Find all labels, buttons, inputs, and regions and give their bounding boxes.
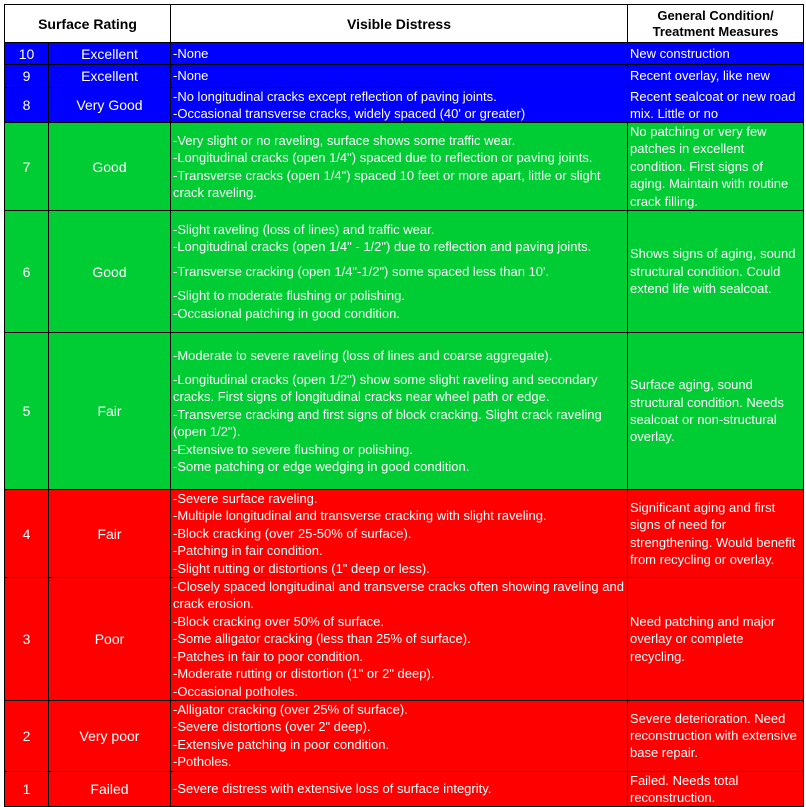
distress-item: -Moderate rutting or distortion (1" or 2" deep). [173,666,435,682]
distress-item: -Occasional patching in good condition. [173,305,400,321]
rating-number: 4 [5,490,49,578]
header-row [5,5,804,43]
table-row [5,88,804,123]
rating-number: 10 [5,43,49,65]
rating-number: 9 [5,65,49,88]
treatment-cell: Significant aging and first signs of need for strengthening. Would benefit from recycling or overlay. [628,490,804,578]
treatment-cell: Surface aging, sound structural condition. Needs sealcoat or non-structural overlay. [628,333,804,490]
table-row [5,211,804,333]
treatment-cell: New construction [628,43,804,65]
distress-item: -Very slight or no raveling, surface shows some traffic wear. [173,132,516,148]
distress-item: -None [173,45,209,61]
rating-number: 5 [5,333,49,490]
table-row [5,123,804,211]
treatment-cell: Severe deterioration. Need reconstruction with extensive base repair. [628,700,804,771]
rating-number: 2 [5,700,49,771]
distress-cell [171,43,628,65]
distress-item: -Transverse cracks (open 1/4") spaced 10 feet or more apart, little or slight crack raveling. [173,167,601,200]
distress-item: -Longitudinal cracks (open 1/2") show some slight raveling and secondary cracks. First signs of longitudinal cracks near wheel path or edge. [173,372,598,405]
distress-item: -Extensive to severe flushing or polishing. [173,441,413,457]
distress-item: -Slight to moderate flushing or polishing. [173,288,405,304]
header-condition-line1: General Condition/ [657,7,774,23]
treatment-cell: Failed. Needs total reconstruction. [628,771,804,807]
header-condition-line2: Treatment Measures [652,23,779,39]
distress-cell [171,700,628,771]
distress-item: -Severe distortions (over 2" deep). [173,719,371,735]
rating-label: Failed [49,771,171,807]
table-row [5,43,804,65]
header-surface-rating: Surface Rating [5,5,171,43]
distress-item: -Occasional potholes. [173,683,299,699]
rating-label: Good [49,211,171,333]
header-general-condition [628,5,804,43]
distress-item: -Block cracking (over 25-50% of surface). [173,525,412,541]
rating-label: Very Good [49,88,171,123]
table-row [5,578,804,701]
distress-cell [171,123,628,211]
distress-item: -Longitudinal cracks (open 1/4") spaced due to reflection or paving joints. [173,150,593,166]
rating-label: Good [49,123,171,211]
distress-item: -Slight rutting or distortions (1" deep or less). [173,560,430,576]
distress-item: -Severe surface raveling. [173,491,318,507]
distress-cell [171,578,628,701]
distress-item: -Alligator cracking (over 25% of surface). [173,701,408,717]
distress-cell [171,65,628,88]
rating-number: 8 [5,88,49,123]
distress-item: -Multiple longitudinal and transverse cracking with slight raveling. [173,508,547,524]
rating-label: Fair [49,490,171,578]
treatment-cell: No patching or very few patches in excellent condition. First signs of aging. Maintain with routine crack filling. [628,123,804,211]
rating-label: Fair [49,333,171,490]
rating-label: Very poor [49,700,171,771]
rating-number: 3 [5,578,49,701]
rating-number: 1 [5,771,49,807]
distress-item: -Closely spaced longitudinal and transverse cracks often showing raveling and crack erosion. [173,579,624,612]
table-row [5,700,804,771]
distress-item: -Block cracking over 50% of surface. [173,613,384,629]
distress-item: -Patching in fair condition. [173,543,323,559]
rating-label: Excellent [49,65,171,88]
header-visible-distress: Visible Distress [171,5,628,43]
table-row [5,490,804,578]
distress-cell [171,88,628,123]
table-row [5,65,804,88]
rating-label: Poor [49,578,171,701]
distress-item: -None [173,68,209,84]
distress-cell [171,490,628,578]
distress-item: -Extensive patching in poor condition. [173,736,390,752]
distress-item: -No longitudinal cracks except reflection of paving joints. [173,89,497,104]
distress-item: -Transverse cracking (open 1/4"-1/2") some spaced less than 10'. [173,263,550,279]
distress-cell [171,333,628,490]
distress-cell [171,211,628,333]
treatment-text: Recent sealcoat or new road mix. Little or no [630,89,796,122]
treatment-cell: Recent overlay, like new [628,65,804,88]
distress-cell [171,771,628,807]
distress-item: -Longitudinal cracks (open 1/4" - 1/2") due to reflection and paving joints. [173,239,592,255]
distress-item: -Slight raveling (loss of lines) and traffic wear. [173,222,435,238]
treatment-cell [628,88,804,123]
distress-item: -Patches in fair to poor condition. [173,648,364,664]
treatment-cell: Need patching and major overlay or complete recycling. [628,578,804,701]
table-row [5,333,804,490]
table-row [5,771,804,807]
distress-item: -Some patching or edge wedging in good condition. [173,459,470,475]
distress-item: -Moderate to severe raveling (loss of lines and coarse aggregate). [173,347,553,363]
distress-item: -Severe distress with extensive loss of surface integrity. [173,781,492,797]
distress-item: -Potholes. [173,754,232,770]
treatment-cell: Shows signs of aging, sound structural condition. Could extend life with sealcoat. [628,211,804,333]
pavement-rating-table [4,4,804,807]
distress-item: -Transverse cracking and first signs of block cracking. Slight crack raveling (open 1/2"). [173,406,602,440]
rating-number: 7 [5,123,49,211]
distress-item: -Occasional transverse cracks, widely spaced (40' or greater) [173,106,526,122]
rating-number: 6 [5,211,49,333]
rating-label: Excellent [49,43,171,65]
distress-item: -Some alligator cracking (less than 25% of surface). [173,631,471,647]
